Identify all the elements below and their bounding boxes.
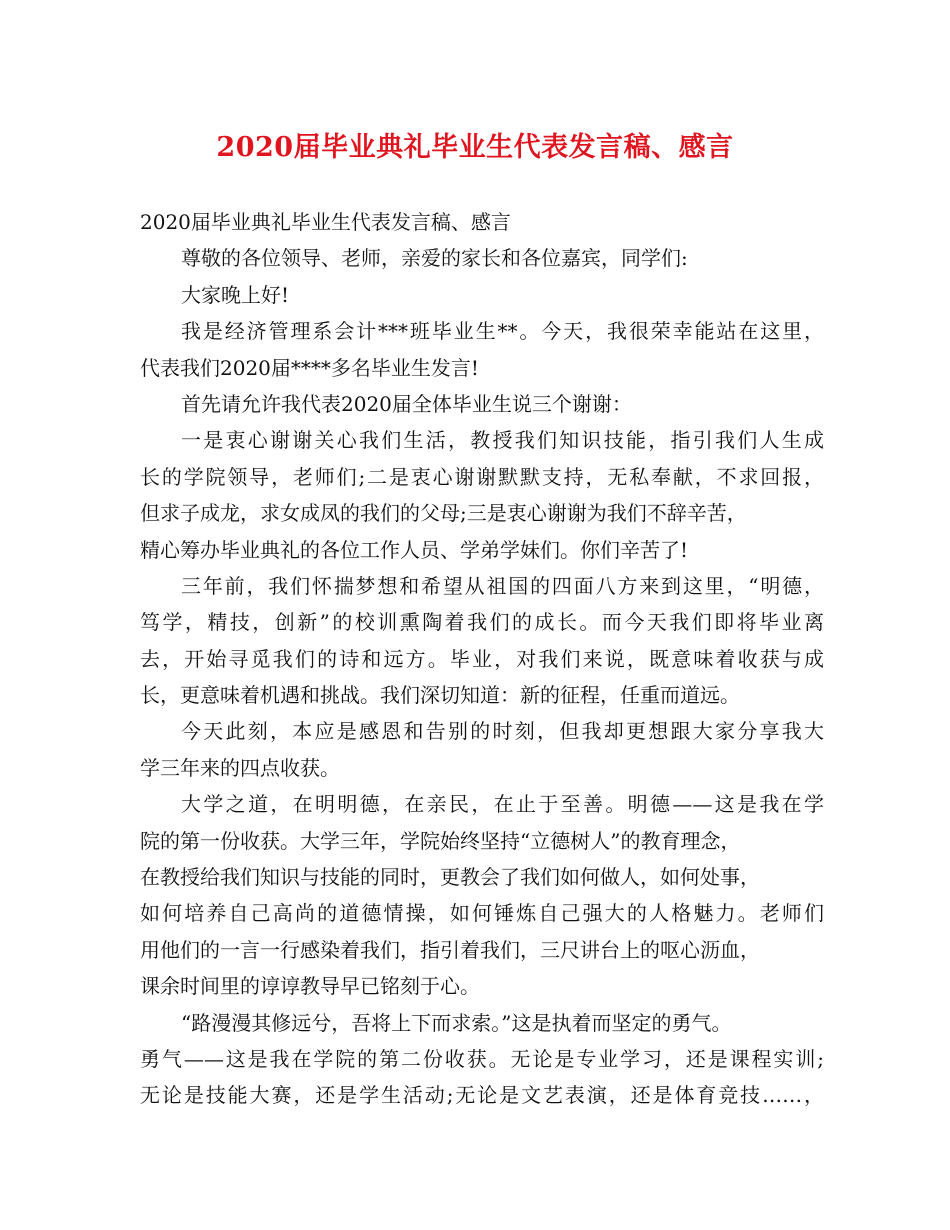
paragraph-line: 长，更意味着机遇和挑战。我们深切知道：新的征程，任重而道远。 bbox=[140, 683, 740, 708]
paragraph-line: 课余时间里的谆谆教导早已铭刻于心。 bbox=[140, 974, 480, 999]
paragraph-line: 院的第一份收获。大学三年，学院始终坚持“立德树人”的教育理念， bbox=[140, 828, 741, 853]
paragraph-line: 无论是技能大赛，还是学生活动;无论是文艺表演，还是体育竞技……， bbox=[140, 1083, 824, 1108]
paragraph-line: 精心筹办毕业典礼的各位工作人员、学弟学妹们。你们辛苦了! bbox=[140, 537, 689, 562]
paragraph-line: 去，开始寻觅我们的诗和远方。毕业，对我们来说，既意味着收获与成 bbox=[140, 646, 824, 671]
paragraph-line: 勇气——这是我在学院的第二份收获。无论是专业学习，还是课程实训; bbox=[140, 1046, 824, 1071]
paragraph-line: 但求子成龙，求女成凤的我们的父母;三是衷心谢谢为我们不辞辛苦， bbox=[140, 501, 747, 526]
salutation-line: 尊敬的各位领导、老师，亲爱的家长和各位嘉宾，同学们: bbox=[181, 246, 688, 271]
paragraph-line: 在教授给我们知识与技能的同时，更教会了我们如何做人，如何处事， bbox=[140, 865, 760, 890]
paragraph-line: 我是经济管理系会计***班毕业生**。今天，我很荣幸能站在这里， bbox=[181, 319, 824, 344]
document-body bbox=[140, 204, 824, 1114]
paragraph-line: 三年前，我们怀揣梦想和希望从祖国的四面八方来到这里，“明德， bbox=[181, 573, 824, 598]
paragraph-line: 笃学，精技，创新”的校训熏陶着我们的成长。而今天我们即将毕业离 bbox=[140, 610, 824, 635]
document-title: 2020届毕业典礼毕业生代表发言稿、感言 bbox=[216, 132, 734, 163]
paragraph-line: 大学之道，在明明德，在亲民，在止于至善。明德——这是我在学 bbox=[181, 792, 824, 817]
paragraph-line: 长的学院领导，老师们;二是衷心谢谢默默支持，无私奉献，不求回报， bbox=[140, 464, 824, 489]
paragraph-line: 一是衷心谢谢关心我们生活，教授我们知识技能，指引我们人生成 bbox=[181, 428, 824, 453]
paragraph-line: 首先请允许我代表2020届全体毕业生说三个谢谢： bbox=[181, 391, 632, 416]
greeting-line: 大家晚上好! bbox=[181, 282, 290, 307]
paragraph-line: 代表我们2020届****多名毕业生发言! bbox=[140, 355, 479, 380]
paragraph-line: 如何培养自己高尚的道德情操，如何锤炼自己强大的人格魅力。老师们 bbox=[140, 901, 824, 926]
paragraph-line: 用他们的一言一行感染着我们，指引着我们，三尺讲台上的呕心沥血， bbox=[140, 937, 760, 962]
heading-line: 2020届毕业典礼毕业生代表发言稿、感言 bbox=[140, 210, 511, 234]
paragraph-line: “路漫漫其修远兮，吾将上下而求索。”这是执着而坚定的勇气。 bbox=[181, 1010, 732, 1035]
paragraph-line: 学三年来的四点收获。 bbox=[140, 755, 340, 780]
paragraph-line: 今天此刻，本应是感恩和告别的时刻，但我却更想跟大家分享我大 bbox=[181, 719, 824, 744]
